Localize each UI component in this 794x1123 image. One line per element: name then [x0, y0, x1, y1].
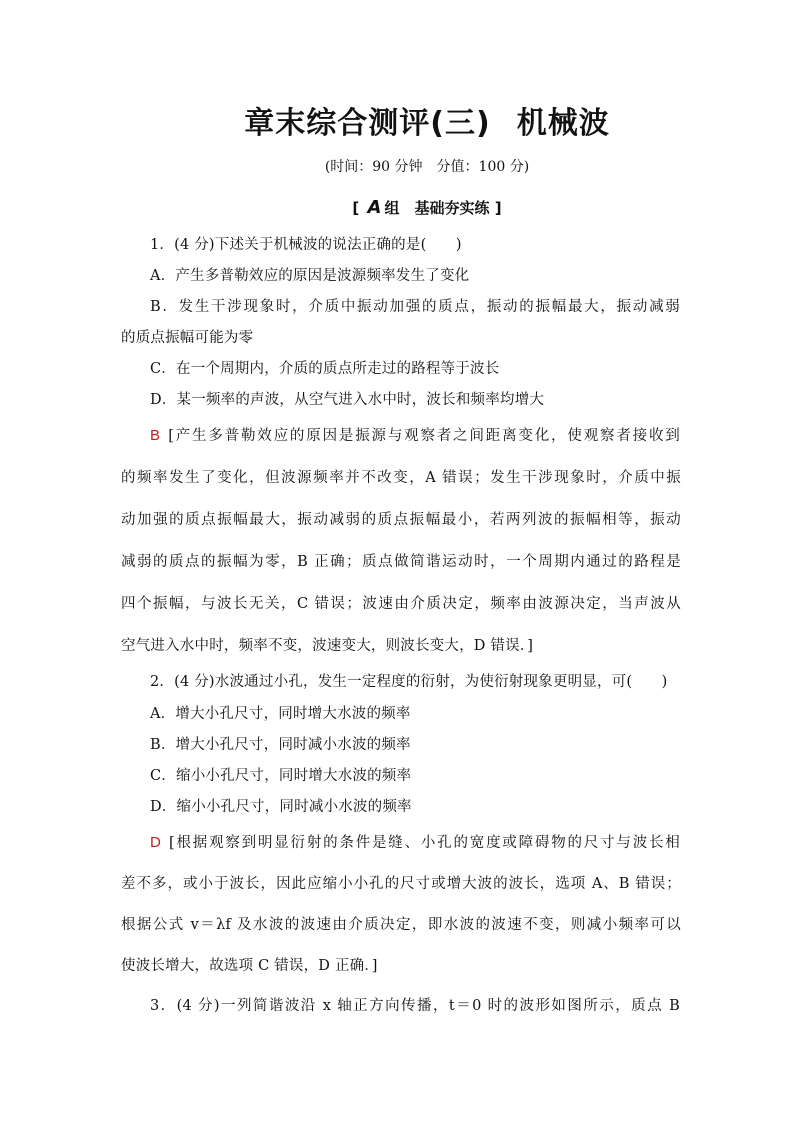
q1-option-a: A．产生多普勒效应的原因是波源频率发生了变化: [150, 268, 470, 284]
q1-option-b-line1: B．发生干涉现象时，介质中振动加强的质点，振动的振幅最大，振动减弱: [150, 299, 680, 315]
bracket-open: [: [352, 199, 360, 217]
q2-explanation-line2: 差不多，或小于波长，因此应缩小小孔的尺寸或增大波的波长，选项 A、B 错误；: [121, 876, 681, 892]
bracket-close: ]: [494, 199, 502, 217]
q1-answer: B: [150, 427, 161, 444]
group-label: 组 基础夯实练: [384, 199, 490, 217]
q2-exp-text-1: [根据观察到明显衍射的条件是缝、小孔的宽度或障碍物的尺寸与波长相: [169, 835, 680, 851]
q2-option-b: B．增大小孔尺寸，同时减小水波的频率: [150, 737, 411, 753]
page-title: [30, 98, 794, 142]
title-topic: 机械波: [516, 106, 610, 141]
title-main: 章末综合测评(三): [244, 106, 491, 141]
q1-option-c: C．在一个周期内，介质的质点所走过的路程等于波长: [150, 361, 500, 377]
group-letter: A: [367, 197, 382, 218]
q2-answer: D: [150, 834, 162, 851]
q3-stem: 3．(4 分)一列简谐波沿 x 轴正方向传播，t＝0 时的波形如图所示，质点 B: [150, 998, 680, 1014]
q1-explanation-line6: 空气进入水中时，频率不变，波速变大，则波长变大，D 错误．]: [121, 638, 534, 654]
q1-explanation-line3: 动加强的质点振幅最大，振动减弱的质点振幅最小，若两列波的振幅相等，振动: [121, 512, 681, 528]
exam-meta: (时间：90 分钟 分值：100 分): [324, 159, 530, 175]
q2-option-d: D．缩小小孔尺寸，同时减小水波的频率: [150, 799, 412, 815]
q1-stem: 1．(4 分)下述关于机械波的说法正确的是( ): [150, 237, 462, 253]
q1-explanation-line4: 减弱的质点的振幅为零，B 正确；质点做简谐运动时，一个周期内通过的路程是: [121, 554, 681, 570]
q2-stem: 2．(4 分)水波通过小孔，发生一定程度的衍射，为使衍射现象更明显，可( ): [150, 674, 668, 690]
q1-exp-text-1: [产生多普勒效应的原因是振源与观察者之间距离变化，使观察者接收到: [168, 428, 680, 444]
q2-option-a: A．增大小孔尺寸，同时增大水波的频率: [150, 706, 411, 722]
q1-explanation-line5: 四个振幅，与波长无关，C 错误；波速由介质决定，频率由波源决定，当声波从: [121, 596, 681, 612]
q1-explanation-line2: 的频率发生了变化，但波源频率并不改变，A 错误；发生干涉现象时，介质中振: [121, 470, 681, 486]
q2-option-c: C．缩小小孔尺寸，同时增大水波的频率: [150, 768, 412, 784]
q1-explanation-line1: [150, 424, 680, 445]
q2-explanation-line3: 根据公式 v＝λf 及水波的波速由介质决定，即水波的波速不变，则减小频率可以: [121, 917, 681, 933]
q1-option-b-line2: 的质点振幅可能为零: [121, 330, 254, 346]
q1-option-d: D．某一频率的声波，从空气进入水中时，波长和频率均增大: [150, 392, 545, 408]
q2-explanation-line1: [150, 831, 680, 852]
group-heading: [30, 197, 794, 218]
q2-explanation-line4: 使波长增大，故选项 C 错误，D 正确．]: [121, 958, 378, 974]
